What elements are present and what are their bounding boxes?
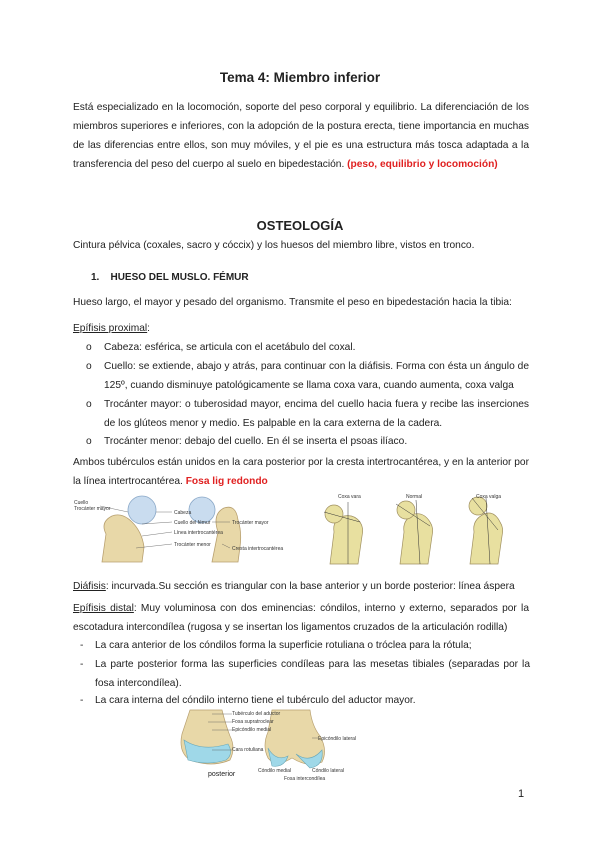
- angle-label: Coxa valga: [476, 494, 502, 500]
- list-item: - La cara anterior de los cóndilos forma la superficie rotuliana o tróclea para la rótula;: [80, 640, 472, 651]
- list-item: o Cuello: se extiende, abajo y atrás, para continuar con la diáfisis. Forma con ésta un ángulo de 125º, cuando disminuye patológicamente se llama coxa vara, cuando aumenta, coxa valga: [86, 361, 529, 391]
- knee-label: Cara rotuliana: [232, 747, 264, 753]
- list-item: o Trocánter menor: debajo del cuello. En él se inserta el psoas ilíaco.: [86, 436, 408, 447]
- list-item: - La parte posterior forma las superficies condíleas para las mesetas tibiales (separadas por la fosa intercondílea).: [80, 659, 530, 689]
- posterior-label: posterior: [208, 771, 236, 778]
- knee-label: Cóndilo lateral: [312, 768, 344, 774]
- femur-proximal-figure: [72, 492, 302, 564]
- knee-label: Fosa intercondílea: [284, 776, 326, 782]
- section-number: 1.: [91, 272, 100, 283]
- femur-label: Trocánter menor: [174, 542, 211, 548]
- angle-label: Coxa vara: [338, 494, 361, 500]
- knee-label: Epicóndilo lateral: [318, 736, 357, 742]
- list-item: o Cabeza: esférica, se articula con el acetábulo del coxal.: [86, 342, 356, 353]
- angle-label: Normal: [406, 494, 423, 500]
- proximal-label: Epífisis proximal: [73, 323, 148, 334]
- page-title: Tema 4: Miembro inferior: [219, 70, 381, 85]
- section-heading: [91, 272, 249, 283]
- intro-text: Está especializado en la locomoción, soporte del peso corporal y equilibrio. La diferenciación de los miembros superiores e inferiores, con la adopción de la postura erecta, tiene importancia en muchas de las diferencias entre ellos, son muy móviles, y el pie es una estructura más tosca adaptada a la transferencia del peso del cuerpo al suelo en bipedestación.: [73, 102, 529, 170]
- knee-label: Cóndilo medial: [258, 768, 292, 774]
- femur-label: Cuello del fémur: [174, 520, 211, 526]
- osteologia-heading: OSTEOLOGÍA: [256, 218, 344, 233]
- femur-label: Trocánter mayor: [74, 506, 111, 512]
- intro-paragraph: [73, 98, 529, 174]
- page-number: 1: [518, 788, 525, 800]
- femur-label: Cuello: [74, 500, 89, 506]
- femur-intro: Hueso largo, el mayor y pesado del organismo. Transmite el peso en bipedestación hacia la tibia:: [73, 297, 512, 308]
- coxa-angle-figure: [310, 492, 530, 564]
- femur-label: Trocánter mayor: [232, 520, 269, 526]
- list-item: o Trocánter mayor: o tuberosidad mayor, encima del cuello hacia fuera y recibe las inserciones de los glúteos menor y medio. Es palpable en la cara externa de la cadera.: [86, 399, 529, 429]
- proximal-label-line: Epífisis proximal:: [73, 323, 151, 334]
- knee-label: Tubérculo del aductor: [232, 711, 281, 717]
- femur-label: Cabeza: [174, 510, 192, 516]
- section-title: HUESO DEL MUSLO. FÉMUR: [110, 272, 249, 283]
- knee-label: Epicóndilo medial: [232, 727, 272, 733]
- distal-paragraph: Epífisis distal: Muy voluminosa con dos eminencias: cóndilos, interno y externo, separados por la escotadura intercondílea (rugosa y se insertan los ligamentos cruzados de la articulación rodilla): [73, 603, 529, 633]
- femur-label: Línea intertrocantérea: [174, 530, 223, 536]
- distal-label: Epífisis distal: [73, 603, 134, 614]
- diafisis-line: Diáfisis: incurvada.Su sección es triangular con la base anterior y un borde posterior: línea áspera: [73, 581, 515, 592]
- femur-label: Cresta intertrocantérea: [232, 546, 284, 552]
- femur-distal-figure: [172, 710, 357, 798]
- knee-label: Fosa supratroclear: [232, 719, 274, 725]
- tubercles-highlight: Fosa lig redondo: [185, 476, 268, 487]
- diafisis-label: Diáfisis: [73, 581, 106, 592]
- tubercles-paragraph: Ambos tubérculos están unidos en la cara posterior por la cresta intertrocantérea, y en la anterior por la línea intertrocantérea. Fosa lig redondo: [73, 457, 529, 487]
- intro-highlight: (peso, equilibrio y locomoción): [347, 159, 498, 170]
- list-item: - La cara interna del cóndilo interno tiene el tubérculo del aductor mayor.: [80, 695, 416, 706]
- osteologia-subtitle: Cintura pélvica (coxales, sacro y cóccix) y los huesos del miembro libre, vistos en tronco.: [73, 240, 475, 251]
